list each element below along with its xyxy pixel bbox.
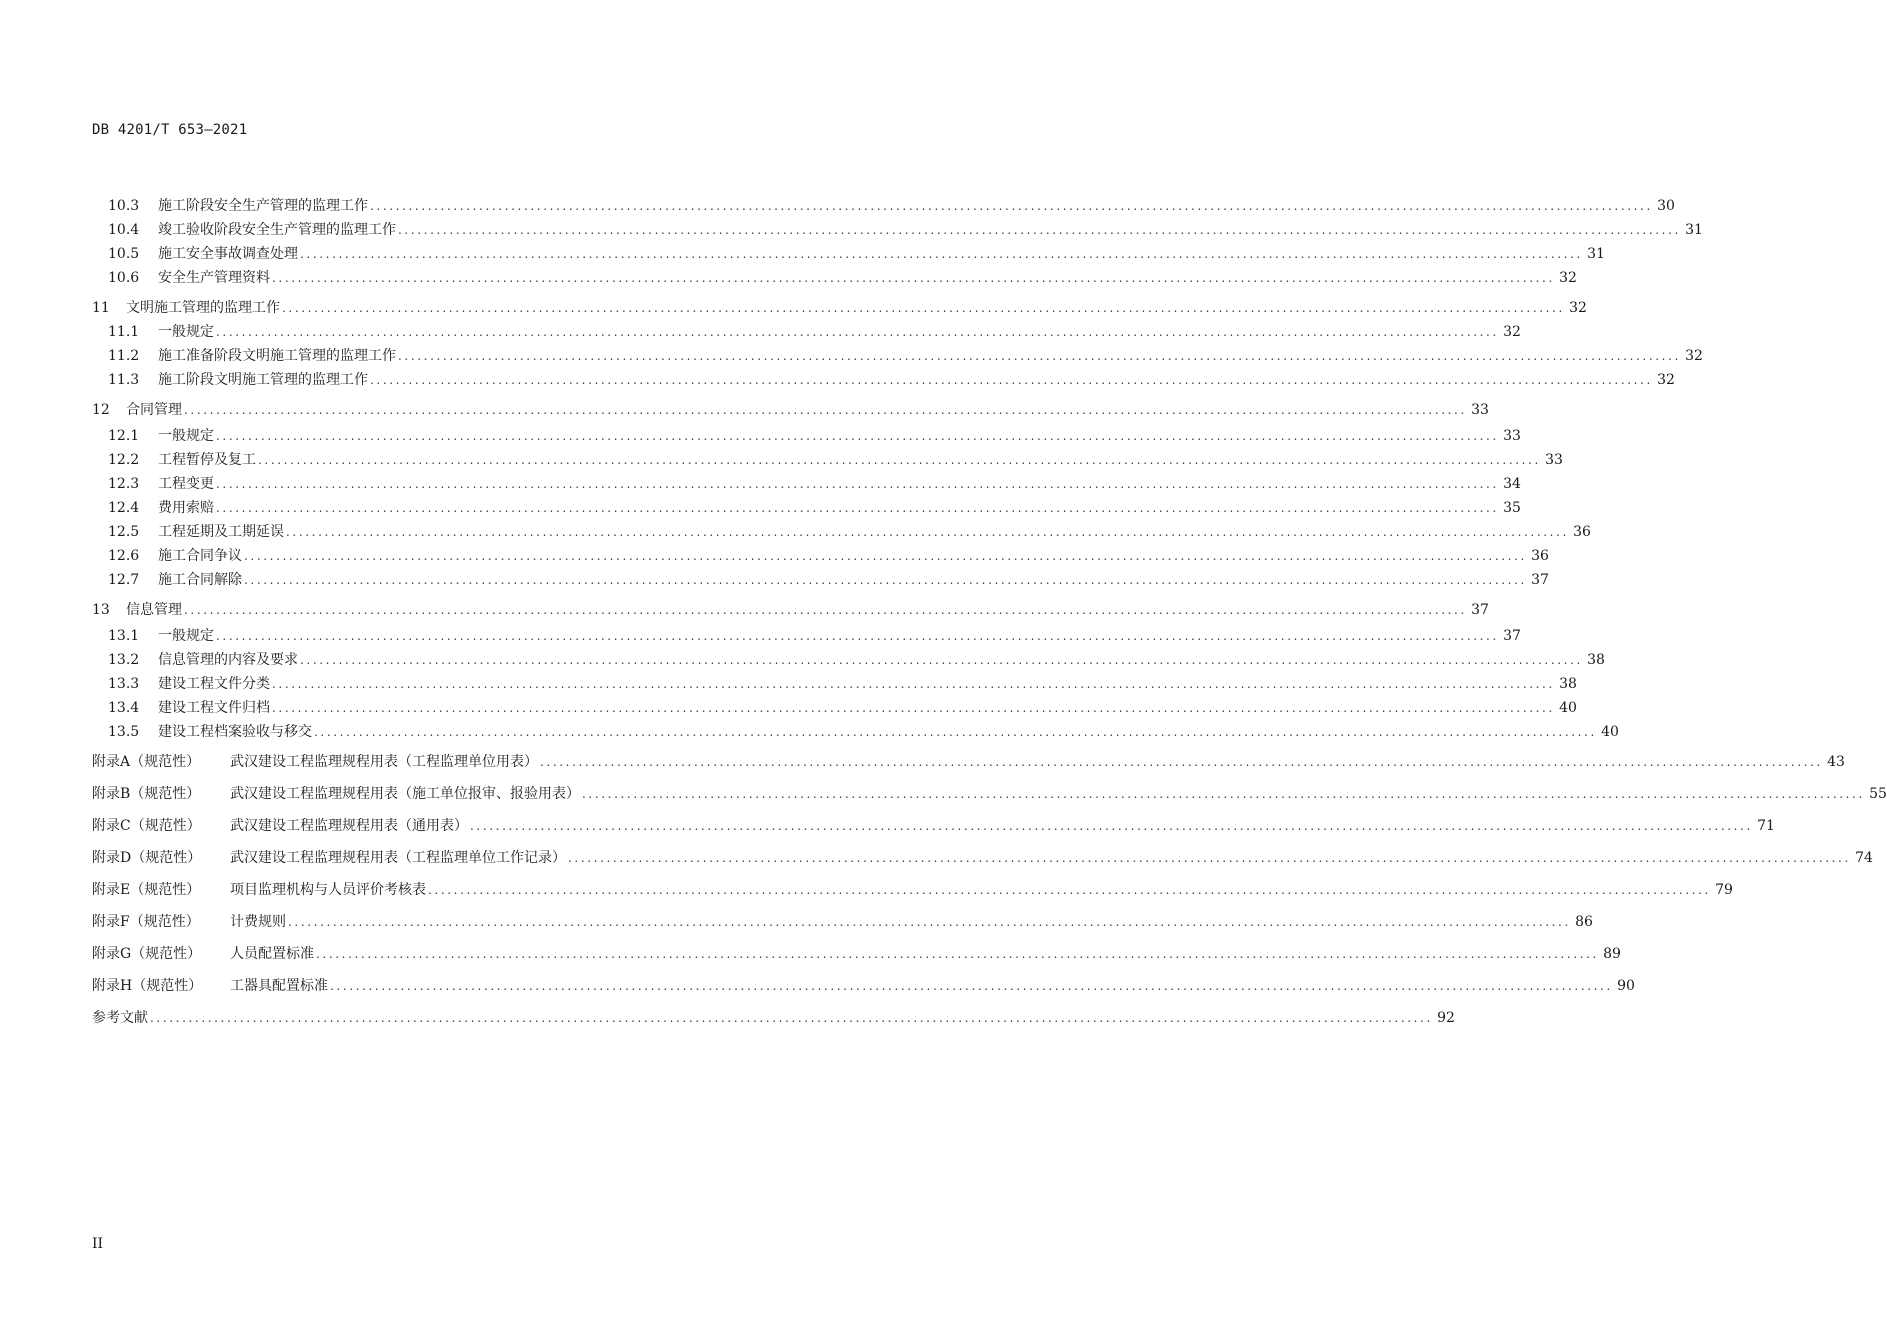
- toc-entry-title: 工器具配置标准: [230, 978, 328, 994]
- toc-entry-number: 10.4: [108, 222, 140, 238]
- toc-entry-number: 附录E（规范性）: [92, 882, 201, 898]
- toc-entry[interactable]: [92, 219, 1703, 241]
- toc-entry[interactable]: [92, 399, 1489, 421]
- document-code: DB 4201/T 653—2021: [92, 122, 248, 138]
- toc-entry-title: 施工合同争议: [158, 548, 242, 564]
- toc-entry-page: 55: [1869, 786, 1887, 802]
- toc-entry-title: 合同管理: [126, 402, 182, 418]
- toc-entry-number: 11.2: [108, 348, 140, 364]
- dot-leader: ........................................................................................................................................................................................................: [370, 199, 1653, 213]
- toc-entry-page: 38: [1587, 652, 1605, 668]
- dot-leader: ........................................................................................................................................................................................................: [300, 247, 1583, 261]
- toc-entry-page: 33: [1471, 402, 1489, 418]
- toc-entry[interactable]: [92, 943, 1621, 965]
- toc-entry-page: 74: [1855, 850, 1873, 866]
- dot-leader: ........................................................................................................................................................................................................: [370, 373, 1653, 387]
- toc-entry-number: 附录B（规范性）: [92, 786, 201, 802]
- toc-entry-title: 工程延期及工期延误: [158, 524, 284, 540]
- dot-leader: ........................................................................................................................................................................................................: [398, 223, 1681, 237]
- toc-entry-number: 13: [92, 602, 110, 618]
- toc-entry[interactable]: [92, 1007, 1455, 1029]
- dot-leader: ........................................................................................................................................................................................................: [470, 819, 1753, 833]
- toc-entry-title: 建设工程文件分类: [158, 676, 270, 692]
- toc-entry[interactable]: [92, 297, 1587, 319]
- toc-entry-title: 信息管理的内容及要求: [158, 652, 298, 668]
- toc-entry-page: 37: [1471, 602, 1489, 618]
- toc-entry[interactable]: [92, 267, 1577, 289]
- toc-entry[interactable]: [92, 195, 1675, 217]
- toc-entry[interactable]: [92, 673, 1577, 695]
- toc-entry-page: 90: [1617, 978, 1635, 994]
- dot-leader: ........................................................................................................................................................................................................: [216, 501, 1499, 515]
- toc-entry-page: 31: [1685, 222, 1703, 238]
- dot-leader: ........................................................................................................................................................................................................: [244, 573, 1527, 587]
- dot-leader: ........................................................................................................................................................................................................: [316, 947, 1599, 961]
- dot-leader: ........................................................................................................................................................................................................: [300, 653, 1583, 667]
- toc-entry-title: 工程变更: [158, 476, 214, 492]
- dot-leader: ........................................................................................................................................................................................................: [314, 725, 1597, 739]
- toc-entry[interactable]: [92, 911, 1593, 933]
- dot-leader: ........................................................................................................................................................................................................: [216, 629, 1499, 643]
- toc-entry-page: 34: [1503, 476, 1521, 492]
- toc-entry[interactable]: [92, 721, 1619, 743]
- toc-entry-title: 竣工验收阶段安全生产管理的监理工作: [158, 222, 396, 238]
- toc-entry-title: 施工合同解除: [158, 572, 242, 588]
- toc-entry[interactable]: [92, 497, 1521, 519]
- toc-entry-title: 一般规定: [158, 628, 214, 644]
- toc-entry[interactable]: [92, 783, 1887, 805]
- toc-entry-title: 施工阶段文明施工管理的监理工作: [158, 372, 368, 388]
- toc-entry-title: 武汉建设工程监理规程用表（施工单位报审、报验用表）: [230, 786, 580, 802]
- toc-entry-title: 建设工程档案验收与移交: [158, 724, 312, 740]
- toc-entry-number: 12.5: [108, 524, 140, 540]
- toc-entry-title: 项目监理机构与人员评价考核表: [230, 882, 426, 898]
- toc-entry-page: 30: [1657, 198, 1675, 214]
- toc-entry-number: 13.4: [108, 700, 140, 716]
- toc-entry-number: 附录H（规范性）: [92, 978, 203, 994]
- dot-leader: ........................................................................................................................................................................................................: [216, 325, 1499, 339]
- toc-entry-number: 13.2: [108, 652, 140, 668]
- toc-entry-number: 附录A（规范性）: [92, 754, 201, 770]
- toc-entry-number: 附录C（规范性）: [92, 818, 201, 834]
- toc-entry-page: 71: [1757, 818, 1775, 834]
- dot-leader: ........................................................................................................................................................................................................: [428, 883, 1711, 897]
- toc-entry[interactable]: [92, 697, 1577, 719]
- dot-leader: ........................................................................................................................................................................................................: [540, 755, 1823, 769]
- toc-entry-title: 文明施工管理的监理工作: [126, 300, 280, 316]
- toc-entry-page: 40: [1559, 700, 1577, 716]
- toc-entry-number: 12.6: [108, 548, 140, 564]
- toc-entry-page: 35: [1503, 500, 1521, 516]
- toc-entry-page: 32: [1685, 348, 1703, 364]
- toc-entry-title: 武汉建设工程监理规程用表（工程监理单位用表）: [230, 754, 538, 770]
- toc-entry-page: 86: [1575, 914, 1593, 930]
- toc-entry-number: 12.2: [108, 452, 140, 468]
- toc-entry-number: 13.1: [108, 628, 140, 644]
- toc-entry-page: 32: [1559, 270, 1577, 286]
- dot-leader: ........................................................................................................................................................................................................: [184, 603, 1467, 617]
- toc-entry[interactable]: [92, 545, 1549, 567]
- toc-entry[interactable]: [92, 569, 1549, 591]
- dot-leader: ........................................................................................................................................................................................................: [582, 787, 1865, 801]
- toc-entry[interactable]: [92, 847, 1873, 869]
- toc-entry[interactable]: [92, 243, 1605, 265]
- toc-entry[interactable]: [92, 449, 1563, 471]
- toc-entry[interactable]: [92, 975, 1635, 997]
- toc-entry[interactable]: [92, 879, 1733, 901]
- toc-entry-title: 人员配置标准: [230, 946, 314, 962]
- page-number: II: [92, 1236, 104, 1252]
- toc-entry-title: 建设工程文件归档: [158, 700, 270, 716]
- toc-entry-title: 安全生产管理资料: [158, 270, 270, 286]
- dot-leader: ........................................................................................................................................................................................................: [272, 677, 1555, 691]
- toc-entry[interactable]: [92, 345, 1703, 367]
- toc-entry[interactable]: [92, 649, 1605, 671]
- dot-leader: ........................................................................................................................................................................................................: [330, 979, 1613, 993]
- dot-leader: ........................................................................................................................................................................................................: [258, 453, 1541, 467]
- dot-leader: ........................................................................................................................................................................................................: [398, 349, 1681, 363]
- toc-entry-number: 12.7: [108, 572, 140, 588]
- dot-leader: ........................................................................................................................................................................................................: [272, 271, 1555, 285]
- toc-entry-number: 11.3: [108, 372, 140, 388]
- toc-entry-page: 31: [1587, 246, 1605, 262]
- toc-entry-number: 10.6: [108, 270, 140, 286]
- toc-entry-page: 43: [1827, 754, 1845, 770]
- toc-entry-page: 33: [1545, 452, 1563, 468]
- toc-entry-title: 武汉建设工程监理规程用表（通用表）: [230, 818, 468, 834]
- toc-entry-number: 附录F（规范性）: [92, 914, 200, 930]
- dot-leader: ........................................................................................................................................................................................................: [286, 525, 1569, 539]
- toc-entry[interactable]: [92, 521, 1591, 543]
- toc-entry-page: 36: [1573, 524, 1591, 540]
- toc-entry[interactable]: [92, 321, 1521, 343]
- toc-entry-title: 计费规则: [230, 914, 286, 930]
- toc-entry-number: 12.1: [108, 428, 140, 444]
- toc-entry-number: 12.4: [108, 500, 140, 516]
- dot-leader: ........................................................................................................................................................................................................: [184, 403, 1467, 417]
- toc-entry-page: 32: [1569, 300, 1587, 316]
- toc-entry-page: 37: [1503, 628, 1521, 644]
- toc-entry-number: 附录G（规范性）: [92, 946, 202, 962]
- toc-entry-number: 12.3: [108, 476, 140, 492]
- toc-entry-page: 33: [1503, 428, 1521, 444]
- dot-leader: ........................................................................................................................................................................................................: [216, 429, 1499, 443]
- toc-entry-number: 10.3: [108, 198, 140, 214]
- dot-leader: ........................................................................................................................................................................................................: [216, 477, 1499, 491]
- dot-leader: ........................................................................................................................................................................................................: [282, 301, 1565, 315]
- dot-leader: ........................................................................................................................................................................................................: [288, 915, 1571, 929]
- dot-leader: ........................................................................................................................................................................................................: [568, 851, 1851, 865]
- toc-entry-number: 13.5: [108, 724, 140, 740]
- toc-entry-number: 13.3: [108, 676, 140, 692]
- dot-leader: ........................................................................................................................................................................................................: [244, 549, 1527, 563]
- toc-entry[interactable]: [92, 425, 1521, 447]
- toc-entry-title: 一般规定: [158, 324, 214, 340]
- toc-entry-title: 施工安全事故调查处理: [158, 246, 298, 262]
- toc-entry-number: 11.1: [108, 324, 140, 340]
- toc-entry-number: 12: [92, 402, 110, 418]
- toc-entry-title: 参考文献: [92, 1010, 148, 1026]
- toc-entry-page: 89: [1603, 946, 1621, 962]
- toc-entry[interactable]: [92, 473, 1521, 495]
- toc-entry-page: 32: [1657, 372, 1675, 388]
- toc-entry-title: 工程暂停及复工: [158, 452, 256, 468]
- toc-entry-page: 37: [1531, 572, 1549, 588]
- toc-entry-page: 40: [1601, 724, 1619, 740]
- toc-entry-page: 32: [1503, 324, 1521, 340]
- toc-entry[interactable]: [92, 625, 1521, 647]
- toc-entry-page: 92: [1437, 1010, 1455, 1026]
- dot-leader: ........................................................................................................................................................................................................: [272, 701, 1555, 715]
- toc-entry-number: 11: [92, 300, 110, 316]
- toc-entry-page: 38: [1559, 676, 1577, 692]
- toc-entry[interactable]: [92, 599, 1489, 621]
- toc-entry-page: 79: [1715, 882, 1733, 898]
- toc-entry-number: 附录D（规范性）: [92, 850, 202, 866]
- toc-entry-number: 10.5: [108, 246, 140, 262]
- toc-entry-title: 信息管理: [126, 602, 182, 618]
- toc-entry-title: 一般规定: [158, 428, 214, 444]
- toc-entry[interactable]: [92, 751, 1845, 773]
- toc-entry-page: 36: [1531, 548, 1549, 564]
- dot-leader: ........................................................................................................................................................................................................: [150, 1011, 1433, 1025]
- toc-entry[interactable]: [92, 369, 1675, 391]
- toc-entry-title: 施工阶段安全生产管理的监理工作: [158, 198, 368, 214]
- toc-entry[interactable]: [92, 815, 1775, 837]
- toc-entry-title: 施工准备阶段文明施工管理的监理工作: [158, 348, 396, 364]
- toc-entry-title: 费用索赔: [158, 500, 214, 516]
- toc-entry-title: 武汉建设工程监理规程用表（工程监理单位工作记录）: [230, 850, 566, 866]
